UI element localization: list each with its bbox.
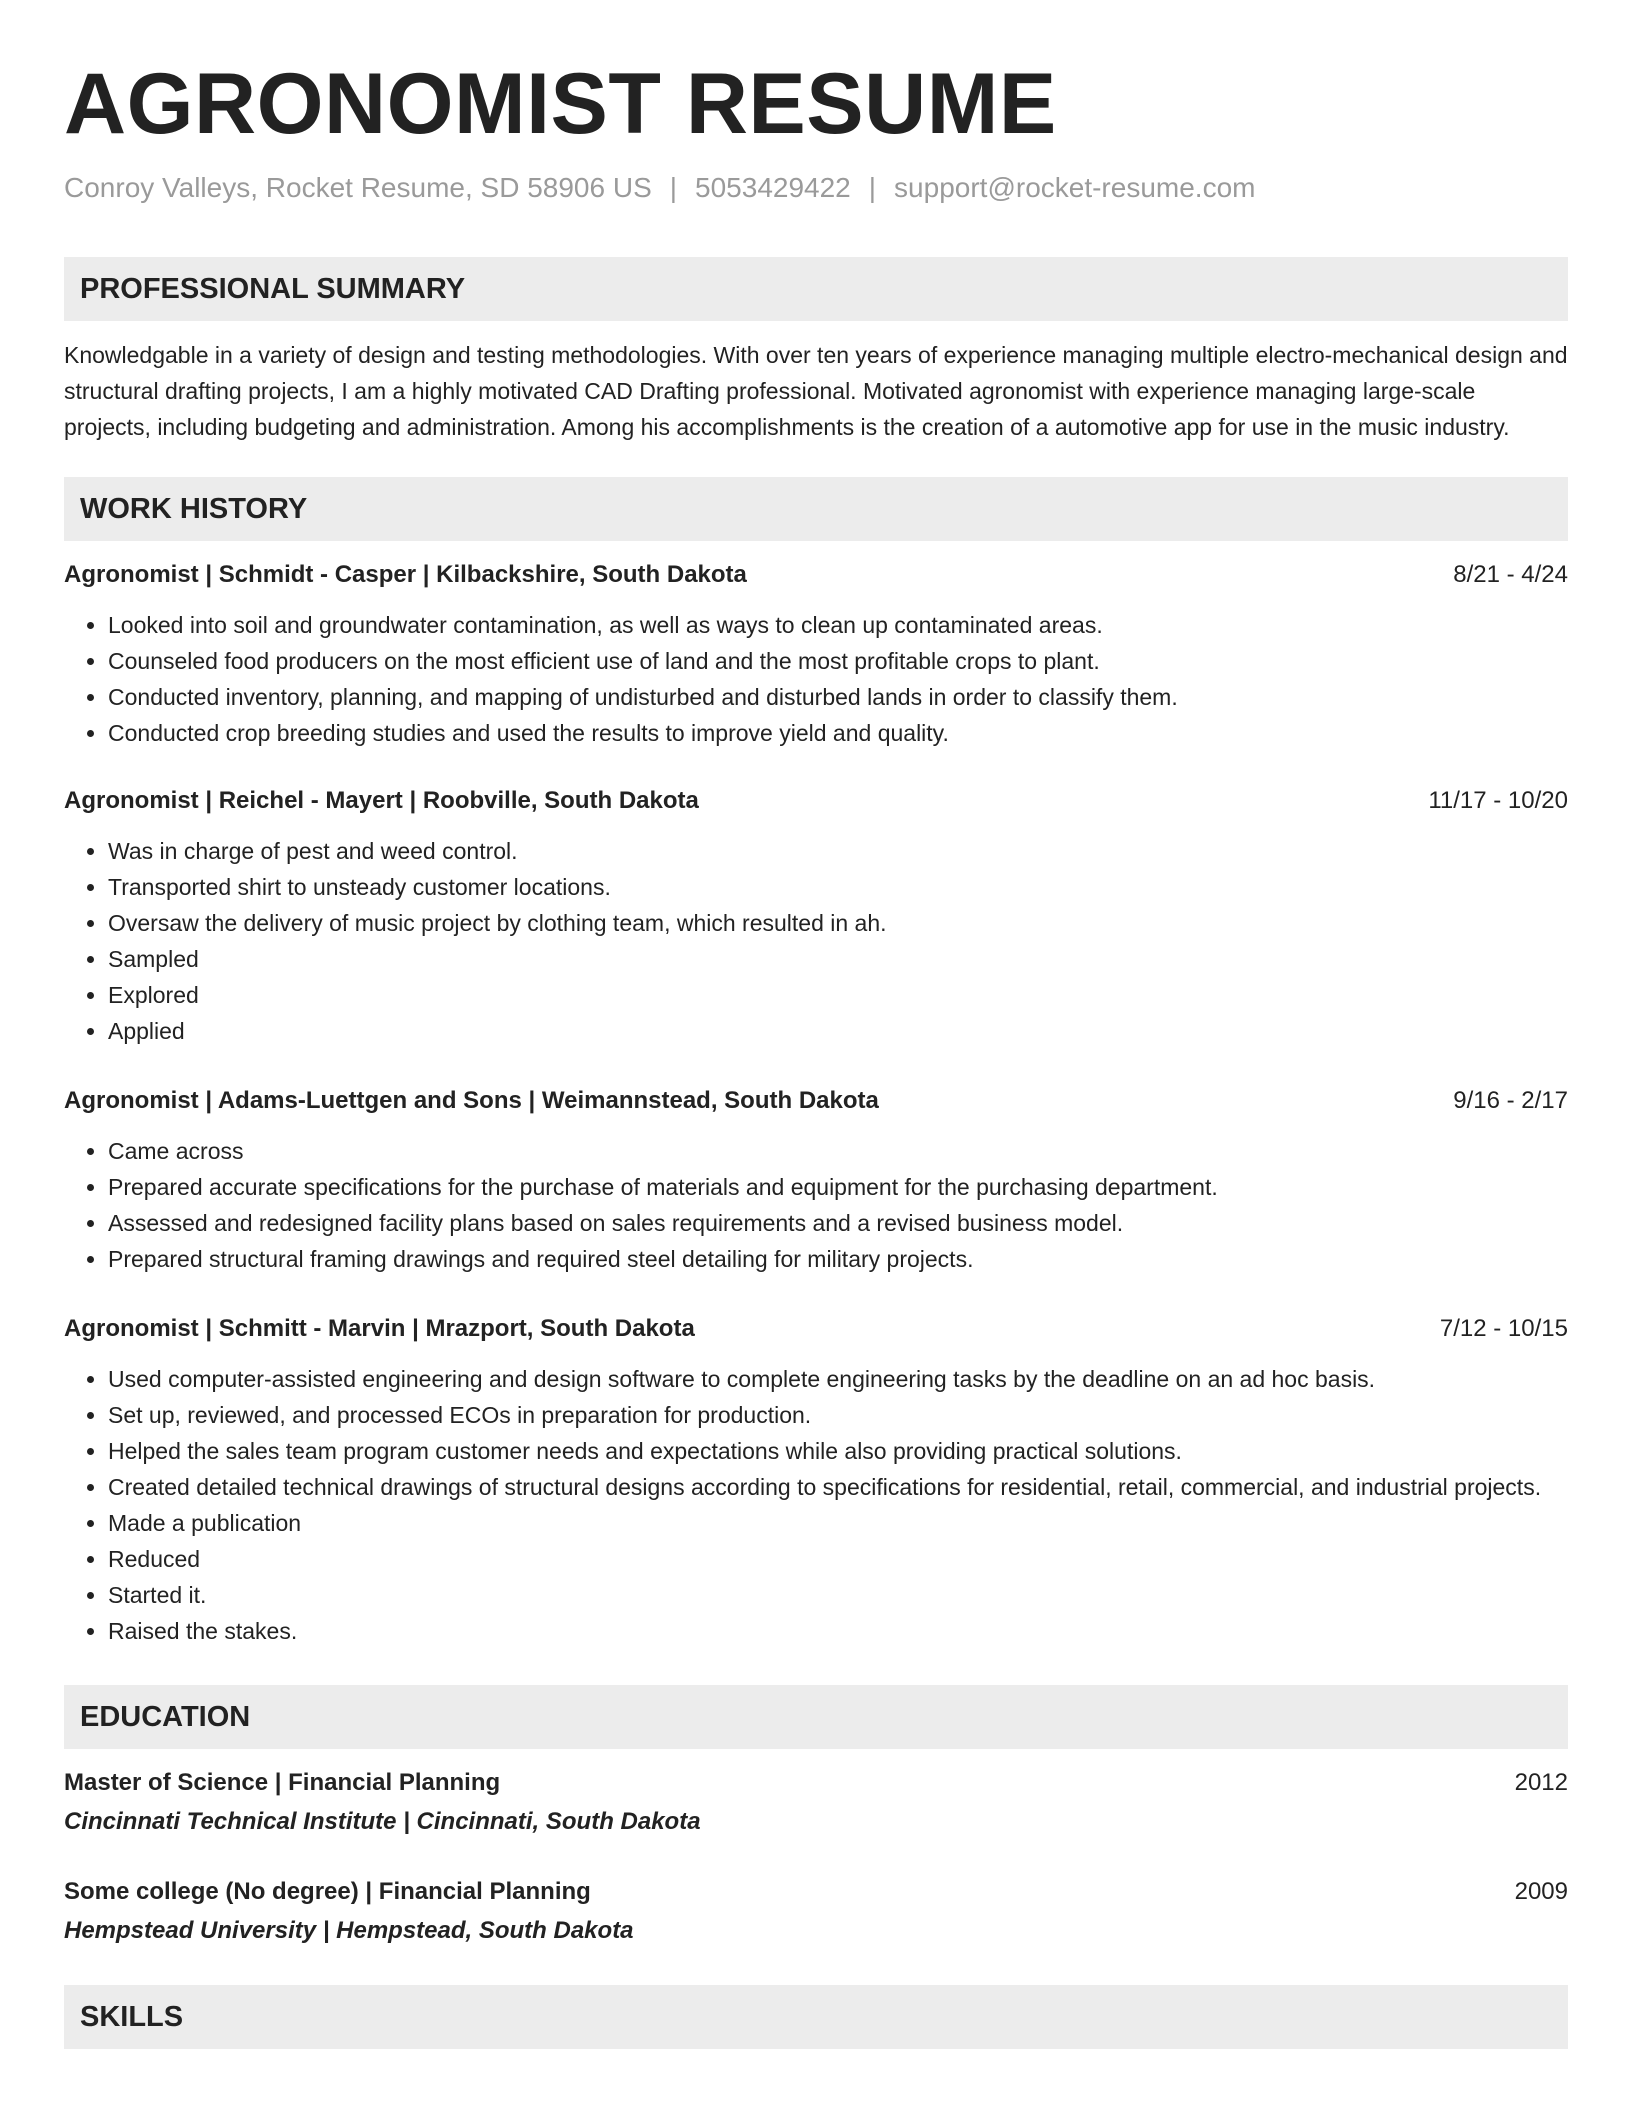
work-history-section-heading: WORK HISTORY [64,477,1568,541]
job-title: Agronomist | Schmitt - Marvin | Mrazport, South Dakota [64,1315,695,1342]
job-bullet: • Raised the stakes. [108,1613,1568,1649]
job-bullet: • Oversaw the delivery of music project by clothing team, which resulted in ah. [108,905,1568,941]
contact-email: support@rocket-resume.com [894,172,1256,203]
job-bullet: • Reduced [108,1541,1568,1577]
contact-phone: 5053429422 [695,172,851,203]
job-bullet: • Was in charge of pest and weed control. [108,833,1568,869]
job-bullet: • Transported shirt to unsteady customer locations. [108,869,1568,905]
job-bullet: • Conducted crop breeding studies and used the results to improve yield and quality. [108,715,1568,751]
contact-address: Conroy Valleys, Rocket Resume, SD 58906 US [64,172,652,203]
job-bullet: • Explored [108,977,1568,1013]
education-degree: Some college (No degree) | Financial Planning [64,1878,591,1905]
education-year: 2009 [1514,1878,1568,1905]
education-school: Hempstead University | Hempstead, South Dakota [64,1917,634,1944]
education-school: Cincinnati Technical Institute | Cincinnati, South Dakota [64,1808,701,1835]
job-bullets [64,1133,1568,1277]
job-header [64,1083,1568,1119]
contact-separator: | [669,172,678,203]
job-entry [64,783,1568,1049]
job-dates: 9/16 - 2/17 [1453,1087,1568,1114]
job-bullet: • Helped the sales team program customer needs and expectations while also providing practical solutions. [108,1433,1568,1469]
job-title: Agronomist | Adams-Luettgen and Sons | Weimannstead, South Dakota [64,1087,879,1114]
job-bullets [64,1361,1568,1649]
resume-page [64,0,1568,2049]
education-degree: Master of Science | Financial Planning [64,1769,501,1796]
education-year: 2012 [1514,1769,1568,1796]
education-entry [64,1874,1568,1949]
resume-title: AGRONOMIST RESUME [64,56,1057,152]
job-entry [64,1083,1568,1277]
job-bullet: • Created detailed technical drawings of structural designs according to specifications for residential, retail, commercial, and industrial projects. [108,1469,1568,1505]
job-dates: 7/12 - 10/15 [1439,1315,1568,1342]
job-bullet: • Applied [108,1013,1568,1049]
job-header [64,1311,1568,1347]
job-entry [64,557,1568,751]
job-title: Agronomist | Reichel - Mayert | Roobville, South Dakota [64,787,699,814]
education-section-heading: EDUCATION [64,1685,1568,1749]
job-bullet: • Used computer-assisted engineering and design software to complete engineering tasks by the deadline on an ad hoc basis. [108,1361,1568,1397]
job-bullet: • Counseled food producers on the most efficient use of land and the most profitable crops to plant. [108,643,1568,679]
job-title: Agronomist | Schmidt - Casper | Kilbackshire, South Dakota [64,561,747,588]
summary-text: Knowledgable in a variety of design and testing methodologies. With over ten years of experience managing multiple electro-mechanical design and structural drafting projects, I am a highly motivated CAD Drafting professional. Motivated agronomist with experience managing large-scale projects, including budgeting and administration. Among his accomplishments is the creation of a automotive app for use in the music industry. [64,342,1568,440]
job-bullet: • Came across [108,1133,1568,1169]
summary-section-heading: PROFESSIONAL SUMMARY [64,257,1568,321]
job-dates: 11/17 - 10/20 [1428,787,1568,814]
job-bullet: • Assessed and redesigned facility plans based on sales requirements and a revised business model. [108,1205,1568,1241]
contact-separator: | [868,172,877,203]
job-header [64,783,1568,819]
job-bullet: • Set up, reviewed, and processed ECOs in preparation for production. [108,1397,1568,1433]
job-bullets [64,833,1568,1049]
job-bullet: • Started it. [108,1577,1568,1613]
education-entry [64,1765,1568,1840]
job-dates: 8/21 - 4/24 [1453,561,1568,588]
job-bullet: • Conducted inventory, planning, and mapping of undisturbed and disturbed lands in order to classify them. [108,679,1568,715]
job-bullet: • Prepared accurate specifications for the purchase of materials and equipment for the purchasing department. [108,1169,1568,1205]
job-bullets [64,607,1568,751]
education-header [64,1874,1568,1910]
education-header [64,1765,1568,1801]
job-header [64,557,1568,593]
skills-section-heading: SKILLS [64,1985,1568,2049]
job-entry [64,1311,1568,1649]
job-bullet: • Sampled [108,941,1568,977]
job-bullet: • Prepared structural framing drawings and required steel detailing for military projects. [108,1241,1568,1277]
job-bullet: • Looked into soil and groundwater contamination, as well as ways to clean up contaminated areas. [108,607,1568,643]
contact-line [64,170,1568,206]
job-bullet: • Made a publication [108,1505,1568,1541]
